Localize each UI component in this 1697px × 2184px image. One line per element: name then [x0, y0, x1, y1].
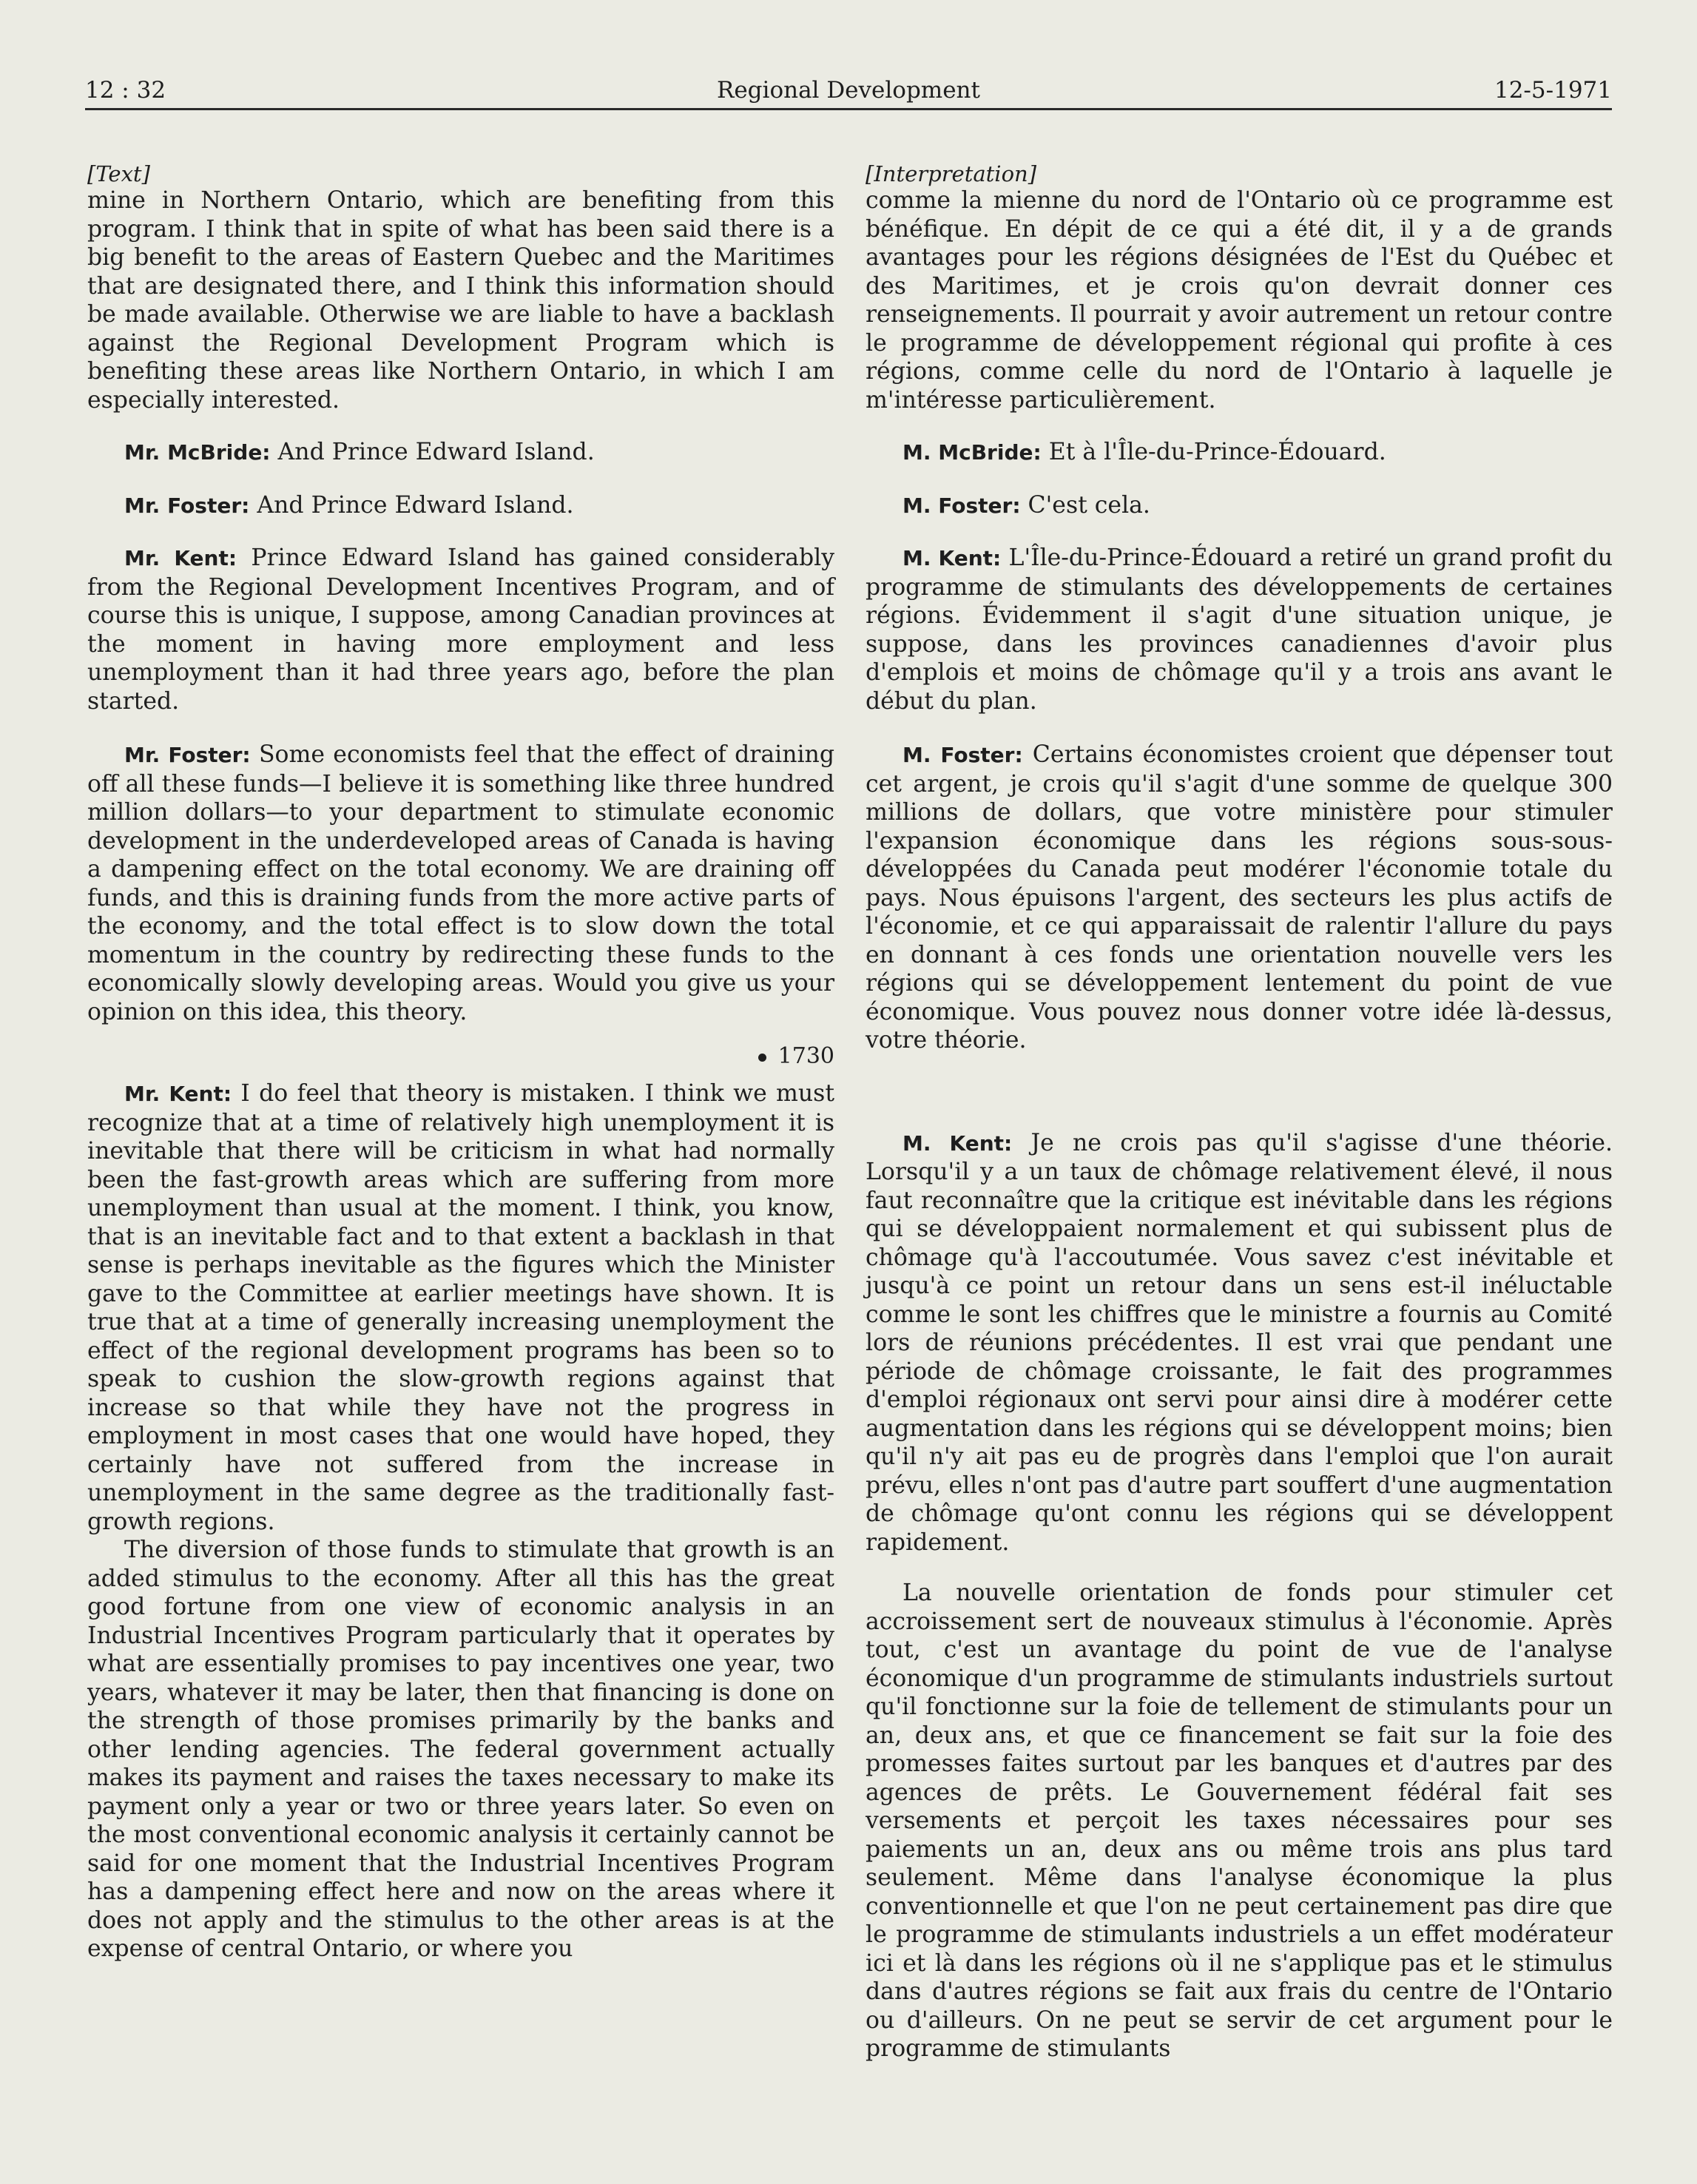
speaker-name: M. McBride: [903, 440, 1042, 465]
speech-text: I do feel that theory is mistaken. I think we must recognize that at a time of relatively high unemployment it is inevitable that there will be criticism in what had normally been the fast-growth areas which are suffering from more unemployment than usual at the moment. I think, you know, that is an inevitable fact and to that extent a backlash in that sense is perhaps inevitable as the figures which the Minister gave to the Committee at earlier meetings have shown. It is true that at a time of generally increasing unemployment the effect of the regional development programs has been so to speak to cushion the slow-growth regions against that increase so that while they have not the progress in employment in most cases that one would have hoped, they certainly have not suffered from the increase in unemployment in the same degree as the traditionally fast-growth regions. [87, 1080, 835, 1535]
speaker-name: Mr. McBride: [124, 440, 271, 465]
header-date: 12-5-1971 [1494, 77, 1612, 104]
english-paragraph-2 [87, 438, 834, 468]
speaker-name: M. Kent: [903, 1130, 1013, 1156]
french-paragraph-5 [866, 741, 1613, 1055]
english-paragraph-6 [87, 1079, 834, 1536]
english-paragraph-5 [87, 741, 834, 1026]
french-paragraph-4 [866, 544, 1613, 715]
speaker-name: Mr. Kent: [124, 1082, 232, 1106]
speaker-name: M. Kent: [903, 546, 1002, 570]
speech-text: L'Île-du-Prince-Édouard a retiré un grand profit du programme de stimulants des développements de certaines régions. Évidemment il s'agit d'une situation unique, je suppose, dans les provinces canadiennes d'avoir plus d'emplois et moins de chômage qu'il y a trois ans avant le début du plan. [866, 545, 1613, 715]
english-paragraph-3 [87, 491, 834, 521]
speaker-name: Mr. Kent: [124, 546, 237, 570]
french-paragraph-1: comme la mienne du nord de l'Ontario où ce programme est bénéfique. En dépit de ce qui a été dit, il y a de grands avantages pour les régions désignées de l'Est du Québec et des Maritimes, et je crois qu'on devrait donner ces renseignements. Il pourrait y avoir autrement un retour contre le programme de développement régional qui profite à ces régions, comme celle du nord de l'Ontario à laquelle je m'intéresse particulièrement. [866, 187, 1613, 414]
speech-text: C'est cela. [1020, 491, 1150, 519]
running-title: Regional Development [717, 77, 980, 104]
speaker-name: Mr. Foster: [124, 743, 251, 767]
french-column [866, 161, 1613, 2063]
speech-text: And Prince Edward Island. [249, 491, 574, 519]
french-paragraph-3 [866, 491, 1613, 521]
speech-text: Some economists feel that the effect of draining off all these funds—I believe it is something like three hundred million dollars—to your department to stimulate economic development in the underdeveloped areas of Canada is having a dampening effect on the total economy. We are draining off funds, and this is draining funds from the more active parts of the economy, and the total effect is to slow down the total momentum in the country by redirecting these funds to the economically slowly developing areas. Would you give us your opinion on this idea, this theory. [87, 741, 835, 1025]
english-column [87, 161, 834, 1964]
bullet-icon [758, 1054, 766, 1062]
french-paragraph-6 [866, 1129, 1613, 1557]
speech-text: Prince Edward Island has gained considerably from the Regional Development Incentives Program, and of course this is unique, I suppose, among Canadian provinces at the moment in having more employment and less unemployment than it had three years ago, before the plan started. [87, 545, 835, 715]
french-paragraph-2 [866, 438, 1613, 468]
speaker-name: Mr. Foster: [124, 493, 250, 518]
english-paragraph-4 [87, 544, 834, 715]
english-paragraph-7: The diversion of those funds to stimulate that growth is an added stimulus to the economy. After all this has the great good fortune from one view of economic analysis in an Industrial Incentives Program particularly that it operates by what are essentially promises to pay incentives one year, two years, whatever it may be later, then that financing is done on the strength of those promises primarily by the banks and other lending agencies. The federal government actually makes its payment and raises the taxes necessary to make its payment only a year or two or three years later. So even on the most conventional economic analysis it certainly cannot be said for one moment that the Industrial Incentives Program has a dampening effect here and now on the areas where it does not apply and the stimulus to the other areas is at the expense of central Ontario, or where you [87, 1537, 834, 1962]
english-paragraph-1: mine in Northern Ontario, which are benefiting from this program. I think that in spite of what has been said there is a big benefit to the areas of Eastern Quebec and the Maritimes that are designated there, and I think this information should be made available. Otherwise we are liable to have a backlash against the Regional Development Program which is benefiting these areas like Northern Ontario, in which I am especially interested. [87, 187, 834, 414]
time-marker [87, 1042, 834, 1071]
speech-text: Je ne crois pas qu'il s'agisse d'une théorie. Lorsqu'il y a un taux de chômage relativement élevé, il nous faut reconnaître que la critique est inévitable dans les régions qui se développaient normalement et qui subissent plus de chômage qu'à l'accoutumée. Vous savez c'est inévitable et jusqu'à ce point un retour dans un sens est-il inéluctable comme le sont les chiffres que le ministre a fournis au Comité lors de réunions précédentes. Il est vrai que pendant une période de chômage croissante, le fait des programmes d'emploi régionaux ont servi pour ainsi dire à modérer cette augmentation dans les régions qui se développent moins; bien qu'il n'y ait pas eu de progrès dans l'emploi que l'on aurait prévu, elles n'ont pas d'autre part souffert d'une augmentation de chômage qu'ont connu les régions qui se développent rapidement. [866, 1129, 1613, 1556]
speech-text: Certains économistes croient que dépenser tout cet argent, je crois qu'il s'agit d'une somme de quelque 300 millions de dollars, que votre ministère pour stimuler l'expansion économique dans les régions sous-sous-développées du Canada peut modérer l'économie totale du pays. Nous épuisons l'argent, des secteurs les plus actifs de l'économie, et ce qui apparaissait de ralentir l'allure du pays en donnant à ces fonds une orientation nouvelle vers les régions qui se développement lentement du point de vue économique. Vous pouvez nous donner votre idée là-dessus, votre théorie. [866, 741, 1613, 1054]
speech-text: Et à l'Île-du-Prince-Édouard. [1041, 439, 1386, 465]
english-label: [Text] [87, 161, 150, 186]
french-label: [Interpretation] [866, 161, 1037, 186]
french-paragraph-7: La nouvelle orientation de fonds pour stimuler cet accroissement sert de nouveaux stimulus à l'économie. Après tout, c'est un avantage du point de vue de l'analyse économique d'un programme de stimulants industriels surtout qu'il fonctionne sur la foie de tellement de stimulants pour un an, deux ans, et que ce financement se fait sur la foie des promesses faites surtout par les banques et d'autres par des agences de prêts. Le Gouvernement fédéral fait ses versements et perçoit les taxes nécessaires pour ses paiements un an, deux ans ou même trois ans plus tard seulement. Même dans l'analyse économique la plus conventionnelle et que l'on ne peut certainement pas dire que le programme de stimulants industriels a un effet modérateur ici et là dans les régions où il ne s'applique pas et le stimulus dans d'autres régions se fait aux frais du centre de l'Ontario ou d'ailleurs. On ne peut se servir de cet argument pour le programme de stimulants [866, 1580, 1613, 2062]
speech-text: And Prince Edward Island. [270, 439, 595, 465]
time-marker-text: 1730 [777, 1043, 834, 1069]
running-header [85, 71, 1612, 110]
page-number: 12 : 32 [85, 77, 166, 104]
speaker-name: M. Foster: [903, 493, 1021, 518]
speaker-name: M. Foster: [903, 743, 1023, 767]
